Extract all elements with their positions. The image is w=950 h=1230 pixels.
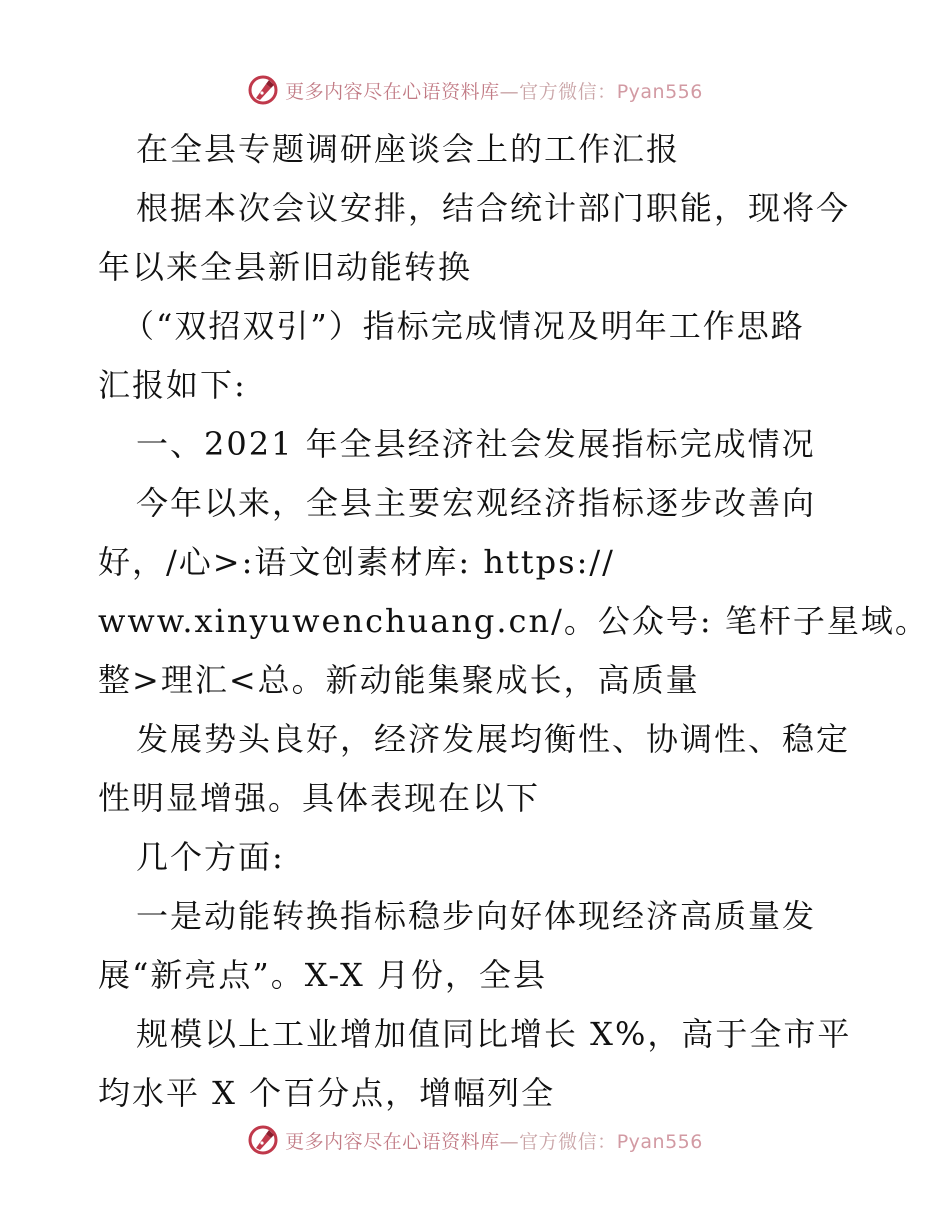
watermark-text bbox=[285, 1127, 703, 1154]
paragraph-line: 均水平 X 个百分点，增幅列全 bbox=[98, 1074, 556, 1112]
paragraph-line: 发展势头良好，经济发展均衡性、协调性、稳定 bbox=[136, 720, 851, 758]
paragraph-line: 好，/心>:语文创素材库: https:// bbox=[98, 543, 615, 581]
watermark-site: 更多内容尽在心语资料库 bbox=[285, 80, 500, 103]
watermark-contact-id: Pyan556 bbox=[616, 80, 703, 103]
watermark-contact-id: Pyan556 bbox=[616, 1130, 703, 1153]
pen-nib-logo-icon bbox=[247, 74, 279, 106]
watermark-contact-label: 官方微信： bbox=[519, 1130, 617, 1153]
paragraph-line: （“双招双引”）指标完成情况及明年工作思路 bbox=[122, 307, 805, 345]
watermark-separator: — bbox=[499, 80, 520, 103]
paragraph-line: 年以来全县新旧动能转换 bbox=[98, 248, 473, 286]
header-watermark-banner bbox=[0, 70, 950, 110]
paragraph-line: 一是动能转换指标稳步向好体现经济高质量发 bbox=[136, 897, 817, 935]
paragraph-line: 整>理汇<总。新动能集聚成长，高质量 bbox=[98, 661, 700, 699]
paragraph-line: 几个方面: bbox=[136, 838, 285, 876]
paragraph-line: 性明显增强。具体表现在以下 bbox=[98, 779, 541, 817]
watermark-text bbox=[285, 77, 703, 104]
section-heading: 一、2021 年全县经济社会发展指标完成情况 bbox=[136, 425, 816, 463]
paragraph-line: 规模以上工业增加值同比增长 X%，高于全市平 bbox=[136, 1015, 852, 1053]
paragraph-line: www.xinyuwenchuang.cn/。公众号: 笔杆子星域。 bbox=[98, 602, 929, 640]
watermark-contact-label: 官方微信： bbox=[519, 80, 617, 103]
pen-nib-logo-icon bbox=[247, 1124, 279, 1156]
document-title: 在全县专题调研座谈会上的工作汇报 bbox=[136, 130, 681, 168]
paragraph-line: 汇报如下: bbox=[98, 366, 247, 404]
paragraph-line: 展“新亮点”。X-X 月份，全县 bbox=[98, 956, 547, 994]
footer-watermark-banner bbox=[0, 1120, 950, 1160]
paragraph-line: 根据本次会议安排，结合统计部门职能，现将今 bbox=[136, 189, 851, 227]
watermark-separator: — bbox=[499, 1130, 520, 1153]
paragraph-line: 今年以来，全县主要宏观经济指标逐步改善向 bbox=[136, 484, 817, 522]
watermark-site: 更多内容尽在心语资料库 bbox=[285, 1130, 500, 1153]
document-body bbox=[98, 120, 929, 1123]
